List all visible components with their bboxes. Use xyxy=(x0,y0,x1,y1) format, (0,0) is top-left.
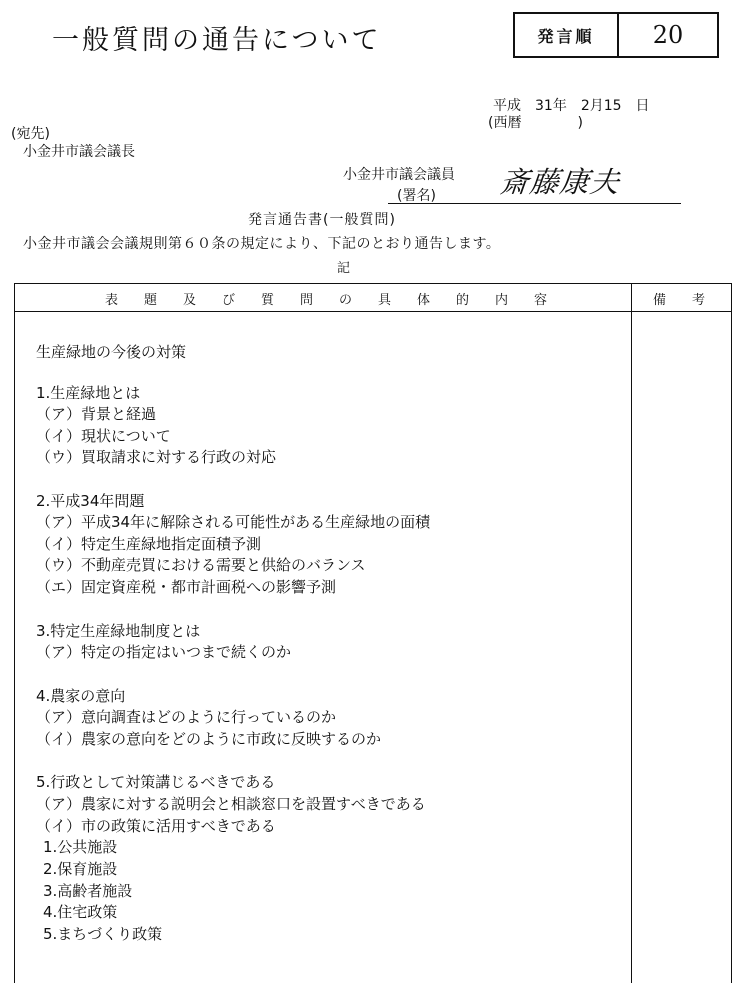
speaking-order-label: 発言順 xyxy=(515,14,619,56)
sub-item: （ア）特定の指定はいつまで続くのか xyxy=(36,643,292,661)
signature-label: (署名) xyxy=(397,188,436,204)
speaking-order-box xyxy=(513,12,719,58)
western-calendar-field: (西暦 ) xyxy=(488,115,583,131)
addressee-name: 小金井市議会議長 xyxy=(23,144,135,160)
sub-item: （イ）特定生産緑地指定面積予測 xyxy=(36,535,262,553)
sub-item: （ア）平成34年に解除される可能性がある生産緑地の面積 xyxy=(36,513,431,531)
question-content-table xyxy=(14,283,732,983)
section-heading: 3.特定生産緑地制度とは xyxy=(36,622,201,640)
list-item: 2.保育施設 xyxy=(43,860,118,878)
notes-column-header: 備 考 xyxy=(653,293,706,308)
question-title: 生産緑地の今後の対策 xyxy=(36,343,187,361)
sub-item: （エ）固定資産税・都市計画税への影響予測 xyxy=(36,578,337,596)
sub-item: （ウ）買取請求に対する行政の対応 xyxy=(36,448,277,466)
member-title: 小金井市議会議員 xyxy=(343,167,455,183)
sub-item: （ア）農家に対する説明会と相談窓口を設置すべきである xyxy=(36,795,426,813)
column-divider xyxy=(631,284,632,983)
list-item: 3.高齢者施設 xyxy=(43,882,133,900)
content-column-header: 表 題 及 び 質 問 の 具 体 的 内 容 xyxy=(105,293,548,308)
sub-item: （ア）意向調査はどのように行っているのか xyxy=(36,708,337,726)
document-title: 一般質問の通告について xyxy=(52,25,382,56)
sub-item: （イ）農家の意向をどのように市政に反映するのか xyxy=(36,730,382,748)
section-heading: 2.平成34年問題 xyxy=(36,492,145,510)
list-item: 5.まちづくり政策 xyxy=(43,925,163,943)
header-divider xyxy=(15,311,731,312)
submission-date: 平成 31年 2月15 日 xyxy=(493,98,650,114)
addressee-label: (宛先) xyxy=(11,126,50,142)
notice-title: 発言通告書(一般質問) xyxy=(248,212,396,228)
section-heading: 5.行政として対策講じるべきである xyxy=(36,773,276,791)
list-item: 4.住宅政策 xyxy=(43,903,118,921)
handwritten-signature: 斎藤康夫 xyxy=(498,165,622,199)
sub-item: （イ）市の政策に活用すべきである xyxy=(36,817,276,835)
speaking-order-value: 20 xyxy=(652,21,684,49)
signature-underline xyxy=(388,203,681,204)
ki-marker: 記 xyxy=(337,261,351,276)
list-item: 1.公共施設 xyxy=(43,838,118,856)
sub-item: （ウ）不動産売買における需要と供給のバランス xyxy=(36,556,366,574)
sub-item: （イ）現状について xyxy=(36,427,171,445)
sub-item: （ア）背景と経過 xyxy=(36,405,157,423)
section-heading: 1.生産緑地とは xyxy=(36,384,141,402)
section-heading: 4.農家の意向 xyxy=(36,687,126,705)
notice-text: 小金井市議会会議規則第６０条の規定により、下記のとおり通告します。 xyxy=(23,236,501,252)
